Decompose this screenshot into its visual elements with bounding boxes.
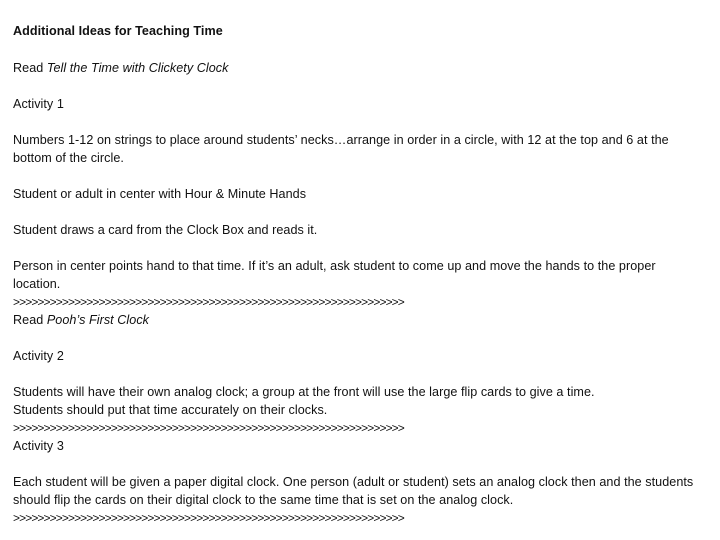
activity-2-paragraph-1: Students will have their own analog clock; a group at the front will use the large flip cards to give a time.	[13, 385, 595, 399]
activity-1-label: Activity 1	[13, 97, 64, 111]
document-page	[13, 0, 707, 540]
read-prefix-2: Read	[13, 313, 47, 327]
separator-2: >>>>>>>>>>>>>>>>>>>>>>>>>>>>>>>>>>>>>>>>>>>>>>>>>>>>>>>>>>>>>>>>	[13, 421, 404, 435]
activity-3-label: Activity 3	[13, 439, 64, 453]
separator-1: >>>>>>>>>>>>>>>>>>>>>>>>>>>>>>>>>>>>>>>>>>>>>>>>>>>>>>>>>>>>>>>>	[13, 295, 404, 309]
activity-2-paragraph-2: Students should put that time accurately on their clocks.	[13, 403, 328, 417]
activity-3-paragraph-1: Each student will be given a paper digital clock. One person (adult or student) sets an analog clock then and the students should flip the cards on their digital clock to the same time that is set on the analog clock.	[13, 475, 694, 507]
book-reading-1	[13, 59, 229, 77]
activity-1-paragraph-2: Student or adult in center with Hour & Minute Hands	[13, 187, 307, 201]
activity-1-paragraph-1: Numbers 1-12 on strings to place around students’ necks…arrange in order in a circle, with 12 at the top and 6 at the bottom of the circle.	[13, 133, 669, 165]
activity-1-paragraph-3: Student draws a card from the Clock Box and reads it.	[13, 223, 318, 237]
activity-2-label: Activity 2	[13, 349, 64, 363]
separator-3: >>>>>>>>>>>>>>>>>>>>>>>>>>>>>>>>>>>>>>>>>>>>>>>>>>>>>>>>>>>>>>>>	[13, 511, 404, 525]
document-heading: Additional Ideas for Teaching Time	[13, 24, 223, 38]
activity-1-paragraph-4: Person in center points hand to that time. If it’s an adult, ask student to come up and move the hands to the proper location.	[13, 259, 656, 291]
book-reading-2	[13, 311, 149, 329]
book-title-1: Tell the Time with Clickety Clock	[46, 61, 229, 75]
book-title-2: Pooh’s First Clock	[46, 313, 150, 327]
read-prefix-1: Read	[13, 61, 47, 75]
